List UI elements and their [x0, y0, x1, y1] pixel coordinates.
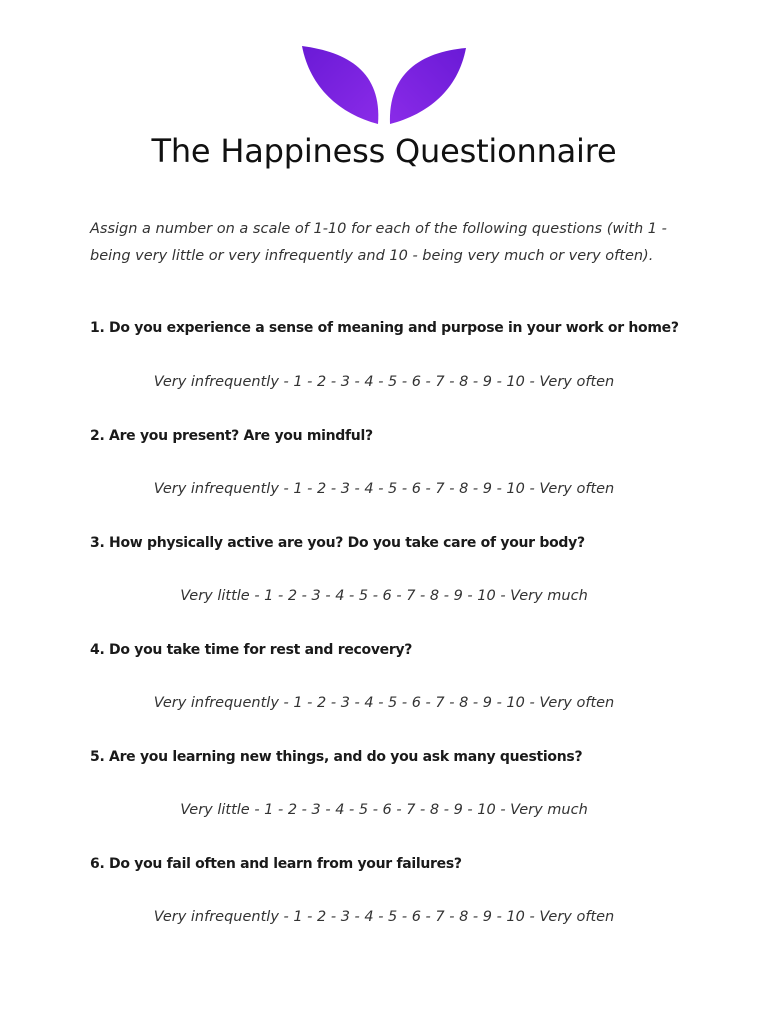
page-title: The Happiness Questionnaire	[151, 132, 617, 170]
rating-scale-3: Very little - 1 - 2 - 3 - 4 - 5 - 6 - 7 - 8 - 9 - 10 - Very much	[180, 588, 588, 604]
rating-scale-5: Very little - 1 - 2 - 3 - 4 - 5 - 6 - 7 - 8 - 9 - 10 - Very much	[180, 802, 588, 818]
question-6: 6. Do you fail often and learn from your failures?	[90, 856, 462, 872]
logo-leaves-icon	[300, 44, 468, 128]
left-leaf-shape	[302, 46, 378, 124]
rating-scale-4: Very infrequently - 1 - 2 - 3 - 4 - 5 - 6 - 7 - 8 - 9 - 10 - Very often	[153, 695, 615, 711]
rating-scale-6: Very infrequently - 1 - 2 - 3 - 4 - 5 - 6 - 7 - 8 - 9 - 10 - Very often	[153, 909, 615, 925]
question-4: 4. Do you take time for rest and recovery?	[90, 642, 413, 658]
rating-scale-2: Very infrequently - 1 - 2 - 3 - 4 - 5 - 6 - 7 - 8 - 9 - 10 - Very often	[153, 481, 615, 497]
rating-scale-1: Very infrequently - 1 - 2 - 3 - 4 - 5 - 6 - 7 - 8 - 9 - 10 - Very often	[153, 374, 615, 390]
question-5: 5. Are you learning new things, and do you ask many questions?	[90, 749, 583, 765]
question-3: 3. How physically active are you? Do you take care of your body?	[90, 535, 585, 551]
question-2: 2. Are you present? Are you mindful?	[90, 428, 373, 444]
intro-instructions: Assign a number on a scale of 1-10 for each of the following questions (with 1 - being very little or very infrequently and 10 - being very much or very often).	[90, 221, 667, 264]
right-leaf-shape	[390, 48, 466, 124]
question-1: 1. Do you experience a sense of meaning and purpose in your work or home?	[90, 320, 679, 336]
